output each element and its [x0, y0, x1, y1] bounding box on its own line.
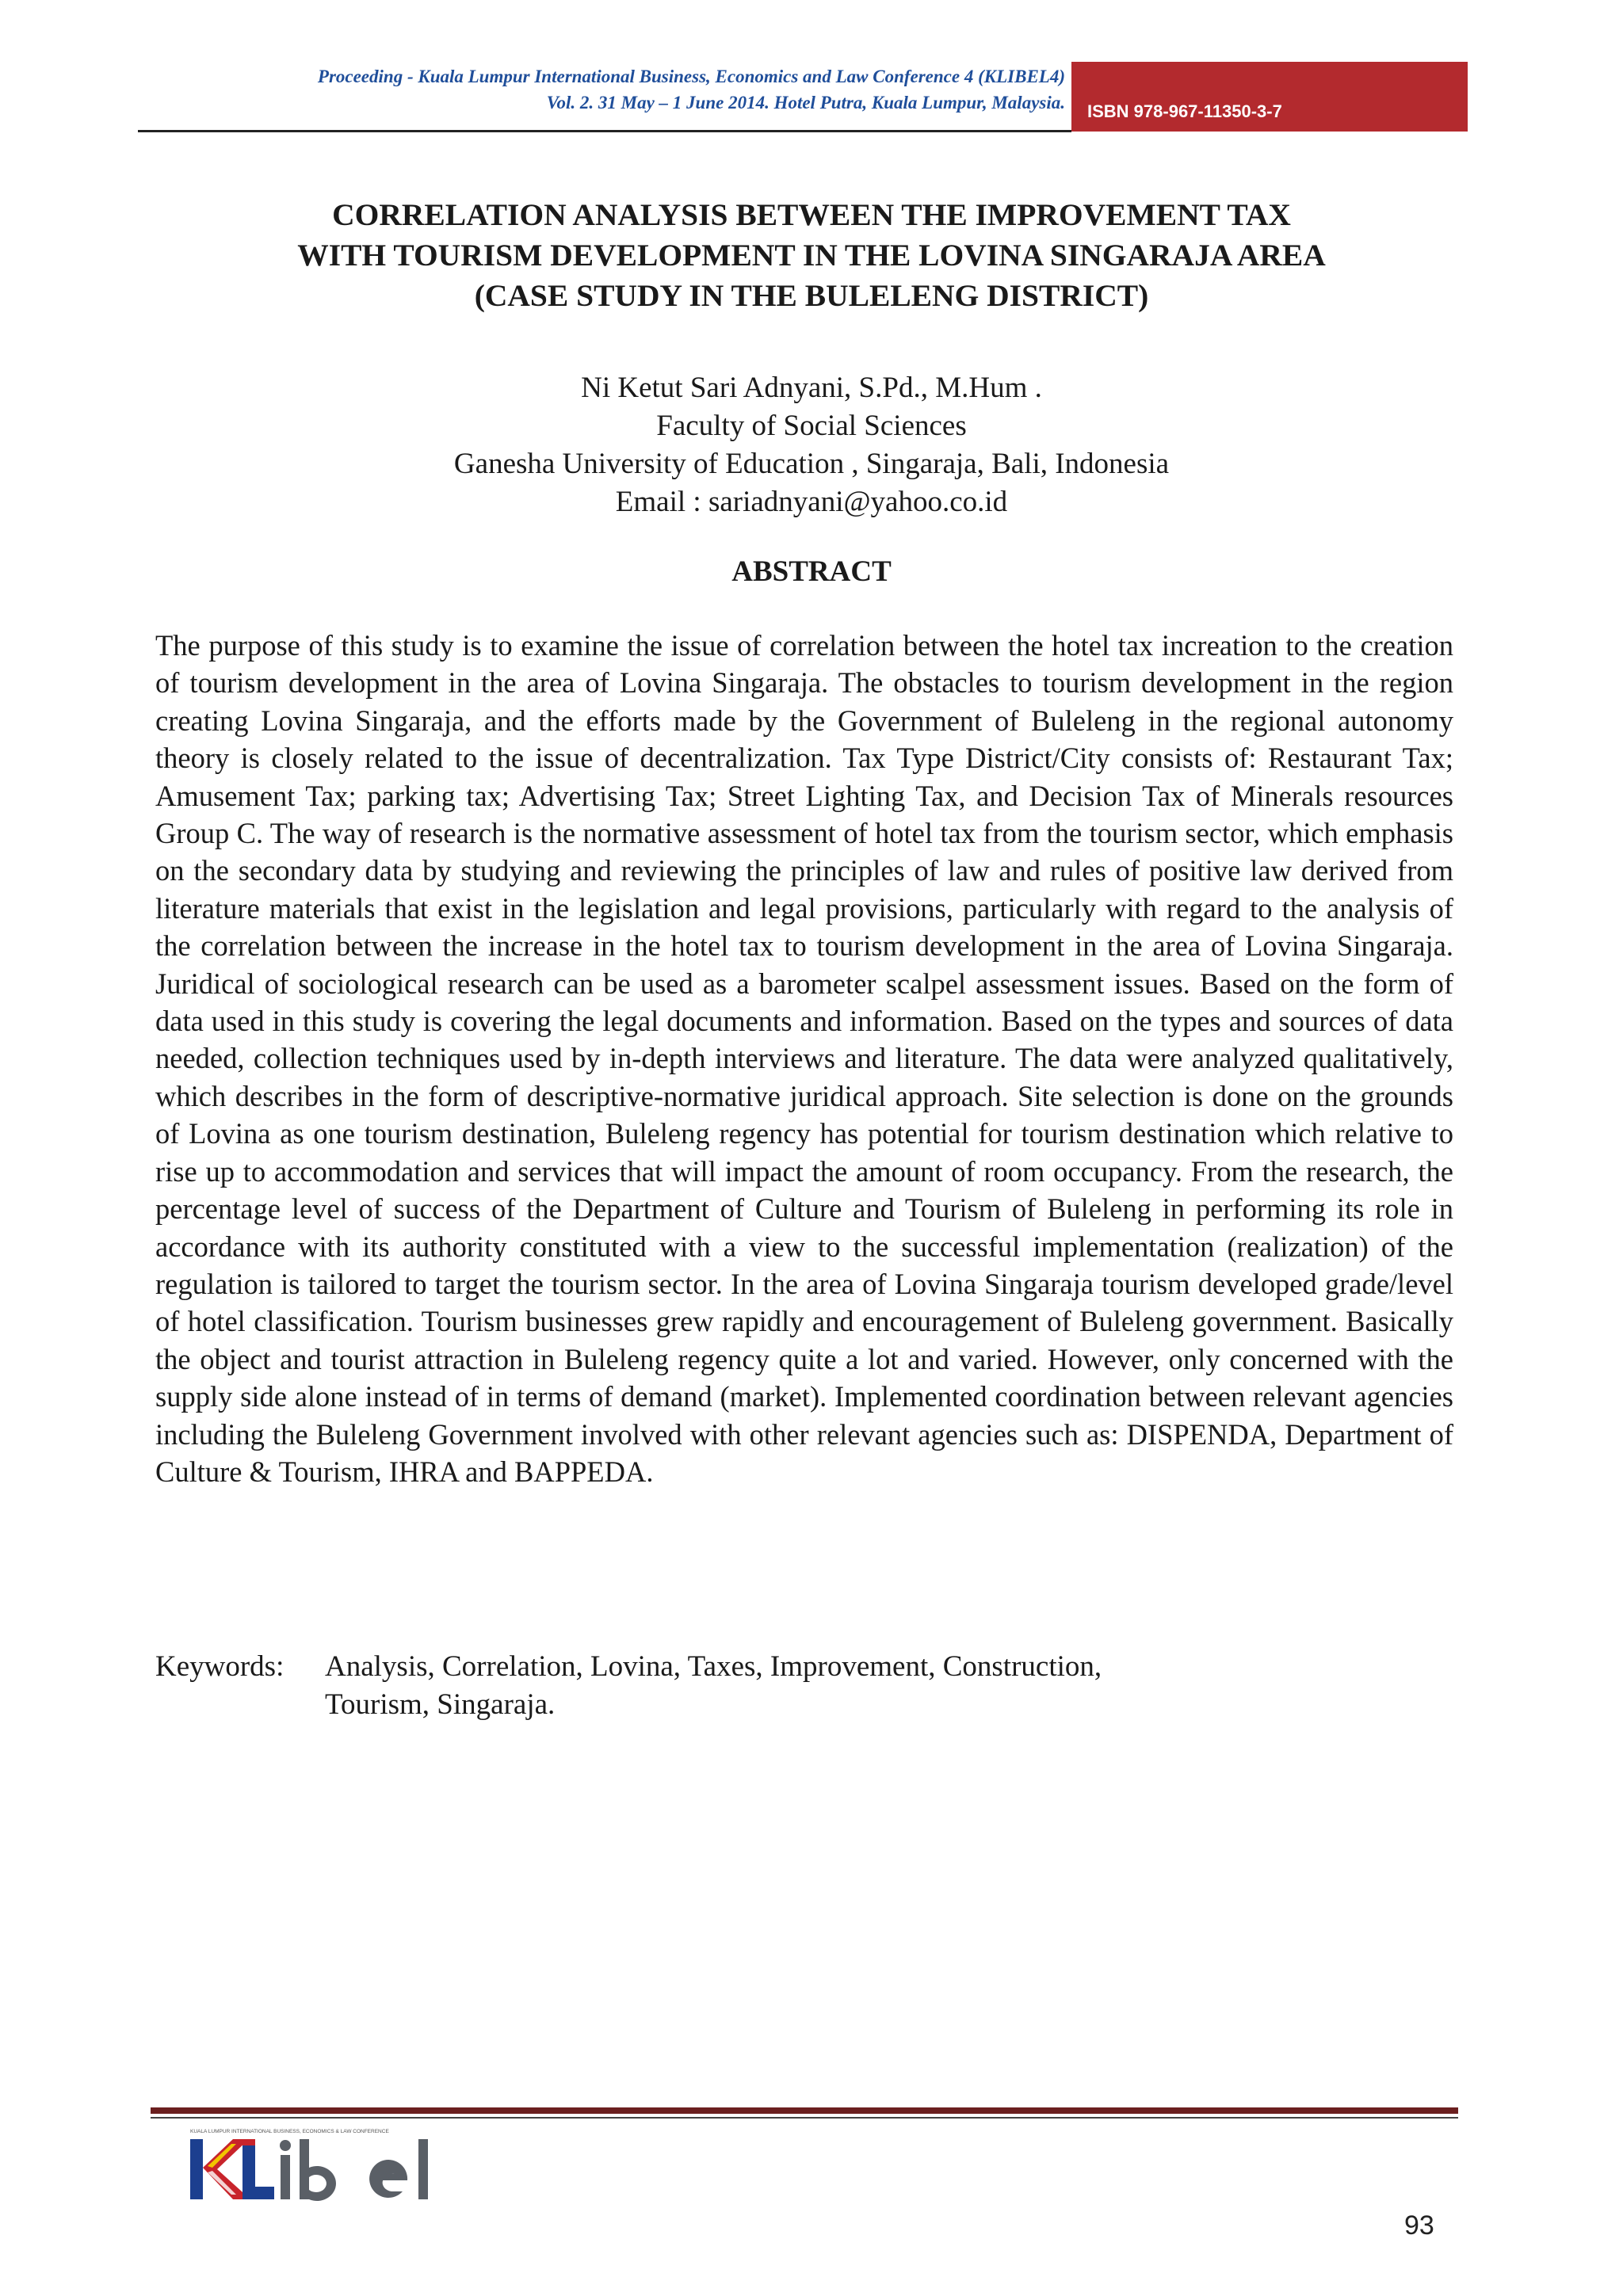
page-number: 93: [1404, 2210, 1434, 2241]
author-faculty: Faculty of Social Sciences: [656, 410, 967, 442]
author-university: Ganesha University of Education , Singaraja, Bali, Indonesia: [453, 448, 1170, 480]
paper-title-line2: WITH TOURISM DEVELOPMENT IN THE LOVINA SINGARAJA AREA: [297, 238, 1326, 273]
paper-title-line1: CORRELATION ANALYSIS BETWEEN THE IMPROVEMENT TAX: [332, 197, 1291, 232]
keywords-label: Keywords:: [155, 1650, 285, 1683]
isbn-badge: ISBN 978-967-11350-3-7: [1071, 62, 1468, 132]
keywords-block: [155, 1648, 1453, 1724]
abstract-heading: ABSTRACT: [731, 555, 892, 588]
footer-divider: [151, 2107, 1458, 2114]
klibel-logo: [184, 2122, 469, 2209]
logo-tagline: KUALA LUMPUR INTERNATIONAL BUSINESS, ECONOMICS & LAW CONFERENCE: [190, 2129, 389, 2134]
keywords-line1: Analysis, Correlation, Lovina, Taxes, Improvement, Construction,: [325, 1650, 1102, 1683]
abstract-body: The purpose of this study is to examine the issue of correlation between the hotel tax increation to the creation of tourism development in the area of Lovina Singaraja. The obstacles to tourism development in the region creating Lovina Singaraja, and the efforts made by the Government of Buleleng in the regional autonomy theory is closely related to the issue of decentralization. Tax Type District/City consists of: Restaurant Tax; Amusement Tax; parking tax; Advertising Tax; Street Lighting Tax, and Decision Tax of Minerals resources Group C. The way of research is the normative assessment of hotel tax from the tourism sector, which emphasis on the secondary data by studying and reviewing the principles of law and rules of positive law derived from literature materials that exist in the legislation and legal provisions, particularly with regard to the analysis of the correlation between the increase in the hotel tax to tourism development in the area of Lovina Singaraja. Juridical of sociological research can be used as a barometer scalpel assessment issues. Based on the form of data used in this study is covering the legal documents and information. Based on the types and sources of data needed, collection techniques used by in-depth interviews and literature. The data were analyzed qualitatively, which describes in the form of descriptive-normative juridical approach. Site selection is done on the grounds of Lovina as one tourism destination, Buleleng regency has potential for tourism destination which relative to rise up to accommodation and services that will impact the amount of room occupancy. From the research, the percentage level of success of the Department of Culture and Tourism of Buleleng in performing its role in accordance with its authority constituted with a view to the successful implementation (realization) of the regulation is tailored to target the tourism sector. In the area of Lovina Singaraja tourism developed grade/level of hotel classification. Tourism businesses grew rapidly and encouragement of Buleleng government. Basically the object and tourist attraction in Buleleng regency quite a lot and varied. However, only concerned with the supply side alone instead of in terms of demand (market). Implemented coordination between relevant agencies including the Buleleng Government involved with other relevant agencies such as: DISPENDA, Department of Culture & Tourism, IHRA and BAPPEDA.: [155, 629, 1453, 1488]
keywords-line2: Tourism, Singaraja.: [325, 1688, 556, 1721]
conference-header-line1: Proceeding - Kuala Lumpur International Business, Economics and Law Conference 4 (KLIBEL4): [317, 67, 1065, 86]
author-email: Email : sariadnyani@yahoo.co.id: [615, 486, 1008, 518]
paper-title-line3: (CASE STUDY IN THE BULELENG DISTRICT): [474, 278, 1149, 313]
paper-title: [111, 195, 1512, 316]
logo-k-mark: [190, 2139, 274, 2199]
conference-header-line2: Vol. 2. 31 May – 1 June 2014. Hotel Putra, Kuala Lumpur, Malaysia.: [546, 93, 1065, 113]
logo-wordmark: [280, 2139, 428, 2201]
header-divider: [138, 130, 1071, 132]
author-name: Ni Ketut Sari Adnyani, S.Pd., M.Hum .: [581, 372, 1042, 404]
footer-divider-thin: [151, 2117, 1458, 2119]
author-block: [238, 369, 1385, 521]
